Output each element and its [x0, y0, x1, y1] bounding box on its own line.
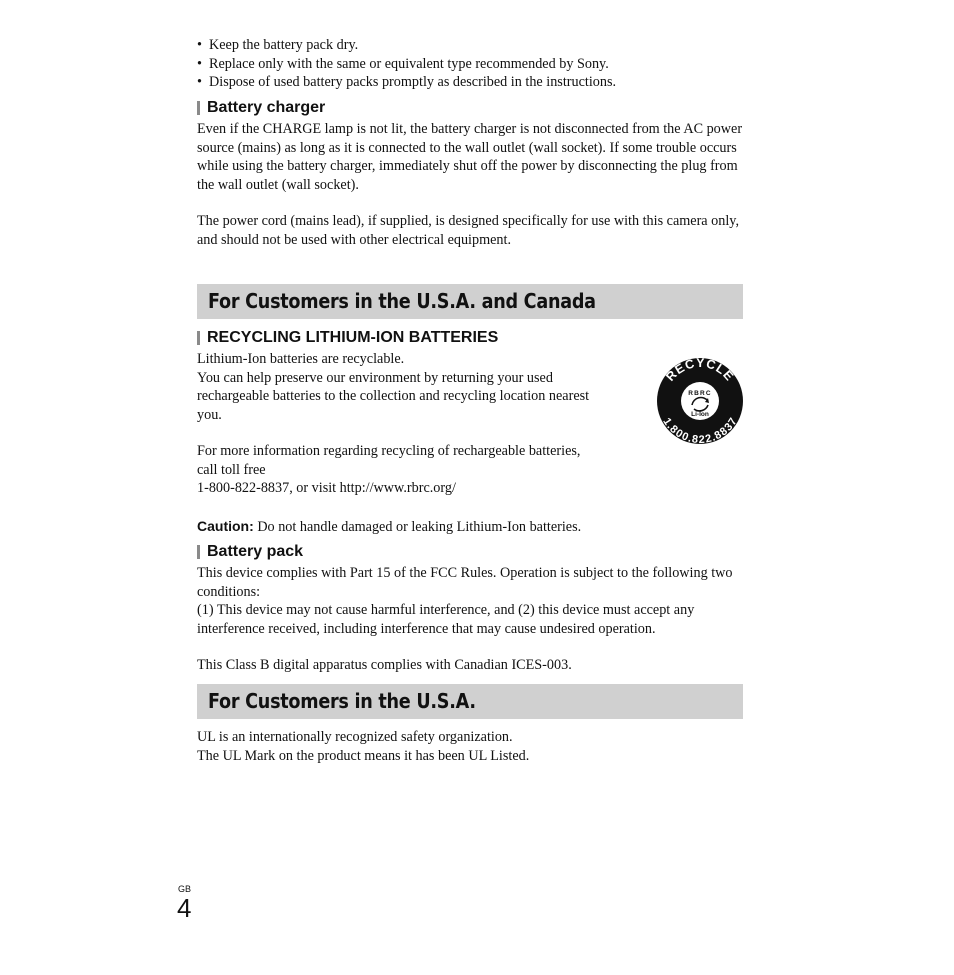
recycling-line: Lithium-Ion batteries are recyclable.	[197, 351, 405, 367]
battery-pack-heading	[197, 542, 303, 562]
section-banner-usa-canada	[197, 284, 743, 319]
caution-line	[197, 517, 757, 537]
page-number: 4	[177, 893, 192, 923]
caution-label: Caution:	[197, 518, 254, 534]
logo-phone-text: 1.800.822.8837	[660, 416, 740, 445]
info-line: 1-800-822-8837, or visit http://www.rbrc.org/	[197, 480, 456, 496]
ul-line: UL is an internationally recognized safety organization.	[197, 729, 513, 745]
recycling-heading	[197, 328, 498, 348]
battery-charger-heading-text: Battery charger	[207, 99, 326, 116]
info-line: For more information regarding recycling of rechargeable batteries,	[197, 443, 581, 459]
battery-charger-heading	[197, 98, 325, 118]
battery-charger-paragraph-1: Even if the CHARGE lamp is not lit, the battery charger is not disconnected from the AC power source (mains) as long as it is connected to the wall outlet (wall socket). If some trouble occurs while using the battery charger, immediately shut off the power by disconnecting the plug from the wall outlet (wall socket).	[197, 121, 743, 193]
info-line: call toll free	[197, 461, 266, 478]
battery-pack-heading-text: Battery pack	[207, 543, 304, 560]
rbrc-recycle-logo	[656, 357, 744, 445]
section-banner-usa	[197, 684, 743, 719]
recycling-line: You can help preserve our environment by returning your used	[197, 369, 553, 386]
fcc-paragraph: This device complies with Part 15 of the FCC Rules. Operation is subject to the following two conditions:	[197, 565, 733, 600]
region-code: GB	[178, 884, 192, 894]
recycling-heading-text: RECYCLING LITHIUM-ION BATTERIES	[207, 329, 499, 346]
recycling-text	[197, 350, 637, 424]
bullet-item: • Replace only with the same or equivalent type recommended by Sony.	[197, 55, 757, 74]
bullet-item: • Dispose of used battery packs promptly as described in the instructions.	[197, 73, 757, 92]
recycling-info-text	[197, 442, 637, 498]
logo-type-text: Li-Ion	[691, 411, 709, 418]
section-title-usa-canada: For Customers in the U.S.A. and Canada	[208, 289, 596, 313]
battery-charger-paragraph-2: The power cord (mains lead), if supplied, is designed specifically for use with this camera only, and should not be used with other electrical equipment.	[197, 213, 739, 248]
heading-marker	[197, 101, 200, 115]
logo-org-text: RBRC	[688, 390, 712, 397]
section-title-usa: For Customers in the U.S.A.	[208, 689, 476, 713]
bullet-item: • Keep the battery pack dry.	[197, 36, 757, 55]
heading-marker	[197, 545, 200, 559]
ul-line: The UL Mark on the product means it has been UL Listed.	[197, 747, 530, 764]
caution-text: Do not handle damaged or leaking Lithium-Ion batteries.	[253, 519, 582, 535]
ul-text	[197, 728, 745, 765]
logo-recycle-text: RECYCLE	[663, 357, 737, 384]
heading-marker	[197, 331, 200, 345]
precaution-bullet-list	[197, 36, 757, 92]
ices-statement: This Class B digital apparatus complies with Canadian ICES-003.	[197, 657, 572, 673]
fcc-conditions: (1) This device may not cause harmful interference, and (2) this device must accept any interference received, including interference that may cause undesired operation.	[197, 602, 695, 637]
recycling-line: you.	[197, 406, 222, 423]
recycling-line: rechargeable batteries to the collection and recycling location nearest	[197, 388, 590, 404]
